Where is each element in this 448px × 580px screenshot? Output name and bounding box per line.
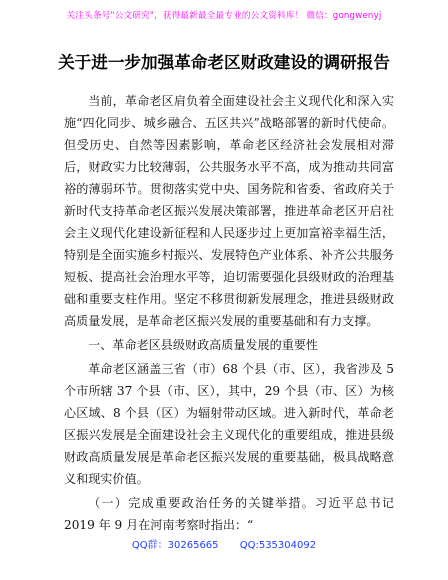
footer xyxy=(0,540,448,552)
paragraph-intro: 当前，革命老区肩负着全面建设社会主义现代化和深入实施“四化同步、城乡融合、五区共兴”战略部署的新时代使命。但受历史、自然等因素影响，革命老区经济社会发展相对滞后，财政实力比较薄弱，公共服务水平不高，成为推动共同富裕的薄弱环节。贯彻落实党中央、国务院和省委、省政府关于新时代支持革命老区振兴发展决策部署，推进革命老区开启社会主义现代化建设新征程和人民逐步过上更加富裕幸福生活，特别是全面实施乡村振兴、发展特色产业体系、补齐公共服务短板、提高社会治理水平等，迫切需要强化县级财政的治理基础和重要支柱作用。坚定不移贯彻新发展理念，推进县级财政高质量发展，是革命老区振兴发展的重要基础和有力支撑。 xyxy=(64,94,394,328)
paragraph-region: 革命老区涵盖三省（市）68 个县（市、区），我省涉及 5 个市所辖 37 个县（市、区），其中，29 个县（市、区）为核心区域、8 个县（区）为辐射带动区域。进入新时代，革命老区振兴发展是全面建设社会主义现代化的重要组成，推进县级财政高质量发展是革命老区振兴发展的重要基础，极具战略意义和现实价值。 xyxy=(64,362,394,486)
document-title: 关于进一步加强革命老区财政建设的调研报告 xyxy=(58,53,390,72)
section-heading: 一、革命老区县级财政高质量发展的重要性 xyxy=(88,338,318,352)
footer-qq: QQ:535304092 xyxy=(239,540,317,551)
top-banner: 关注头条号"公文研究"，获得最新最全最专业的公文资料库！ 微信：gongwenyj xyxy=(66,11,382,21)
footer-qq-group: QQ群：30265665 xyxy=(131,540,219,551)
document-body xyxy=(64,90,394,536)
paragraph-subsection: （一）完成重要政治任务的关键举措。习近平总书记 2019 年 9 月在河南考察时指出：“ xyxy=(64,496,394,532)
